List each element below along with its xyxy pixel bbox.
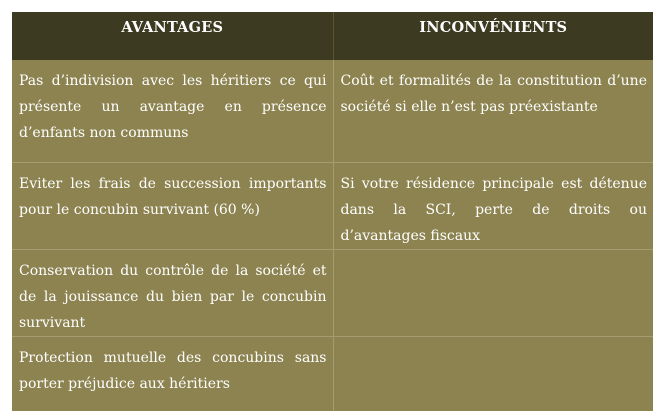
header-inconvenients: INCONVÉNIENTS xyxy=(333,12,653,60)
pros-cons-table xyxy=(12,12,653,411)
pros-cons-table-container xyxy=(12,12,653,391)
header-avantages: AVANTAGES xyxy=(12,12,333,60)
inconvenient-cell xyxy=(333,336,653,411)
table-row xyxy=(12,336,653,411)
avantage-cell: Conservation du contrôle de la société et de la jouissance du bien par le concubin survivant xyxy=(12,249,333,336)
avantage-cell: Eviter les frais de succession importants pour le concubin survivant (60 %) xyxy=(12,162,333,249)
table-header-row xyxy=(12,12,653,60)
avantage-cell: Pas d’indivision avec les héritiers ce qui présente un avantage en présence d’enfants non communs xyxy=(12,60,333,162)
table-row xyxy=(12,162,653,249)
table-row xyxy=(12,60,653,162)
inconvenient-cell: Coût et formalités de la constitution d’une société si elle n’est pas préexistante xyxy=(333,60,653,162)
table-row xyxy=(12,249,653,336)
inconvenient-cell: Si votre résidence principale est détenue dans la SCI, perte de droits ou d’avantages fiscaux xyxy=(333,162,653,249)
avantage-cell: Protection mutuelle des concubins sans porter préjudice aux héritiers xyxy=(12,336,333,411)
inconvenient-cell xyxy=(333,249,653,336)
